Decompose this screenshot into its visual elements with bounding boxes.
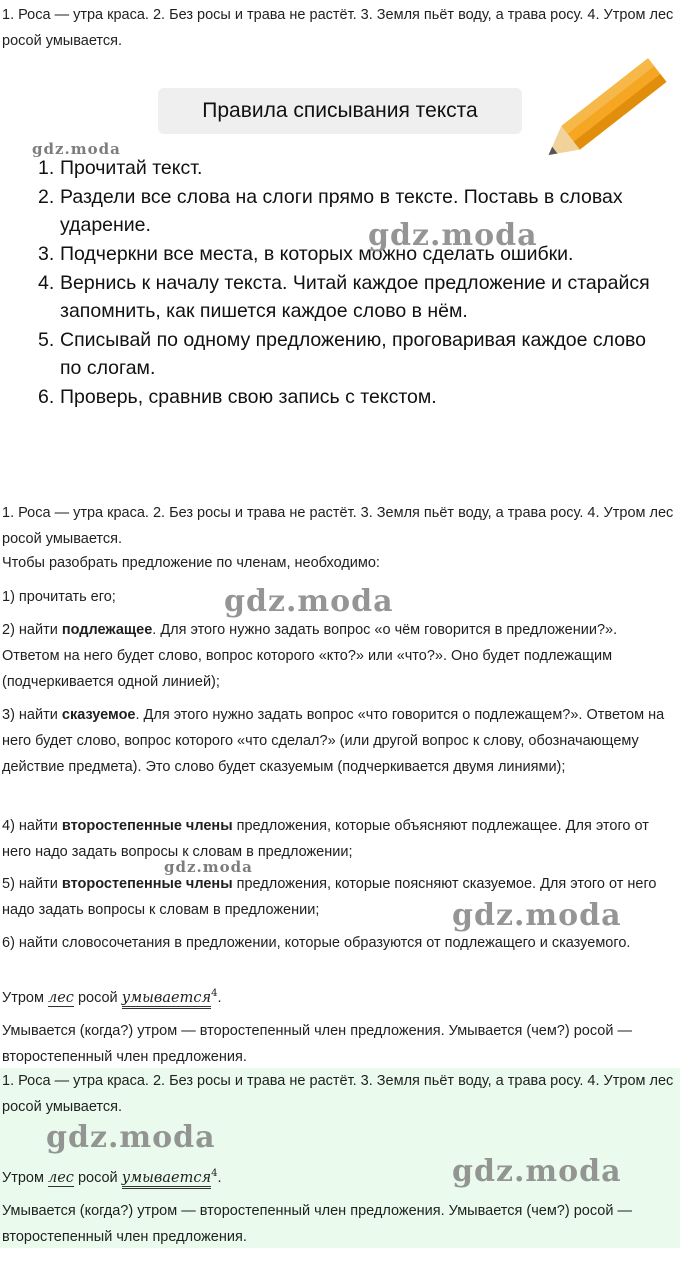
- rules-title: Правила списывания текста: [158, 88, 522, 134]
- rule-item: 6. Проверь, сравнив свою запись с текстом.: [38, 386, 437, 408]
- rule-item: 4. Вернись к началу текста. Читай каждое предложение и старайся запомнить, как пишется каждое слово в нём.: [38, 272, 650, 322]
- intro-text: 1. Роса — утра краса. 2. Без росы и трава не растёт. 3. Земля пьёт воду, а трава росу. 4. Утром лес росой умывается.: [2, 7, 674, 49]
- analysis-step-5: 5) найти второстепенные члены предложения, которые поясняют сказуемое. Для этого от него надо задать вопросы к словам в предложении;: [2, 876, 657, 918]
- analysis-step-3: 3) найти сказуемое. Для этого нужно задать вопрос «что говорится о подлежащем?». Ответом на него будет слово, вопрос которого «что сделал?» (или другой вопрос к слову, обозначающему действие предмета). Это слово будет сказуемым (подчеркивается двумя линиями);: [2, 707, 665, 775]
- analysis-example-sentence: Утром лес росой умывается$^4$.: [2, 984, 221, 1008]
- rules-list: [38, 154, 658, 412]
- answer-example-sentence: Утром лес росой умывается$^4$.: [2, 1164, 221, 1188]
- analysis-lead: Чтобы разобрать предложение по членам, необходимо:: [2, 555, 380, 571]
- watermark: gdz.moda: [32, 140, 121, 158]
- subject-word: лес: [47, 1169, 74, 1186]
- analysis-step-1: 1) прочитать его;: [2, 589, 116, 605]
- rule-item: 1. Прочитай текст.: [38, 157, 203, 179]
- answer-text-repeat: 1. Роса — утра краса. 2. Без росы и трава не растёт. 3. Земля пьёт воду, а трава росу. 4. Утром лес росой умывается.: [2, 1073, 674, 1115]
- analysis-step-2: 2) найти подлежащее. Для этого нужно задать вопрос «о чём говорится в предложении?». Ответом на него будет слово, вопрос которого «кто?» или «что?». Оно будет подлежащим (подчеркивается одной линией);: [2, 622, 618, 690]
- watermark: gdz.moda: [452, 1154, 622, 1189]
- rule-item: 5. Списывай по одному предложению, проговаривая каждое слово по слогам.: [38, 329, 647, 379]
- rule-item: 2. Раздели все слова на слоги прямо в тексте. Поставь в словах ударение.: [38, 186, 623, 236]
- watermark: gdz.moda: [224, 584, 394, 619]
- predicate-word: умывается: [122, 990, 211, 1009]
- rule-item: 3. Подчеркни все места, в которых можно сделать ошибки.: [38, 243, 574, 265]
- analysis-step-4: 4) найти второстепенные члены предложения, которые объясняют подлежащее. Для этого от него надо задать вопросы к словам в предложении;: [2, 818, 649, 860]
- watermark: gdz.moda: [368, 218, 538, 253]
- analysis-step-6: 6) найти словосочетания в предложении, которые образуются от подлежащего и сказуемого.: [2, 935, 631, 951]
- analysis-text-repeat: 1. Роса — утра краса. 2. Без росы и трава не растёт. 3. Земля пьёт воду, а трава росу. 4. Утром лес росой умывается.: [2, 505, 674, 547]
- pencil-icon: [540, 40, 680, 175]
- watermark: gdz.moda: [46, 1120, 216, 1155]
- analysis-explanation: Умывается (когда?) утром — второстепенный член предложения. Умывается (чем?) росой — второстепенный член предложения.: [2, 1023, 632, 1065]
- watermark: gdz.moda: [164, 858, 253, 876]
- subject-word: лес: [47, 989, 74, 1006]
- watermark: gdz.moda: [452, 898, 622, 933]
- predicate-word: умывается: [122, 1170, 211, 1189]
- answer-block: [0, 1068, 680, 1248]
- answer-explanation: Умывается (когда?) утром — второстепенный член предложения. Умывается (чем?) росой — второстепенный член предложения.: [2, 1203, 632, 1245]
